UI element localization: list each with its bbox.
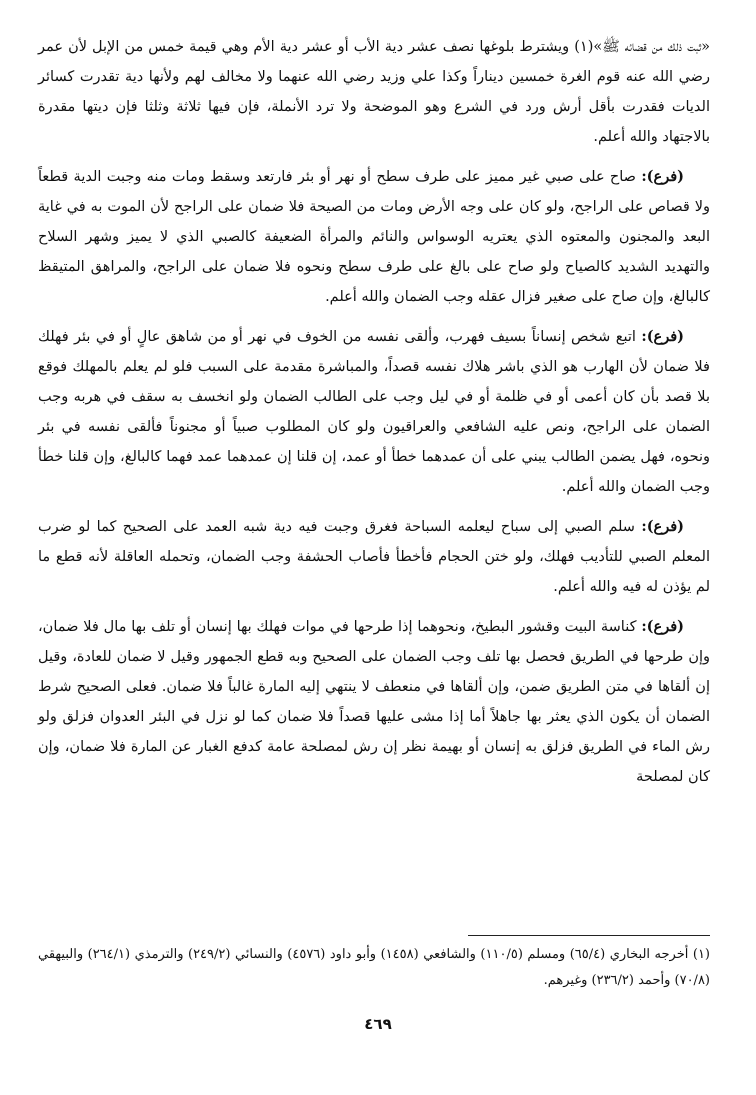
page-number: ٤٦٩ (364, 1015, 392, 1033)
paragraph-swimming (38, 512, 710, 602)
paragraph-text: «ثبت ذلك من قضائه ﷺ»(١) ويشترط بلوغها نصف عشر دية الأب أو عشر دية الأم وهي قيمة خمس من الإبل لأن عمر رضي الله عنه قوم الغرة خمسين ديناراً وكذا علي وزيد رضي الله عنهما ولا مخالف لهم ولأنها دية تقدرت كسائر الديات فقدرت بأقل أرش ورد في الشرع وهو الموضحة ولا ترد الأنملة، فإن فيها ثلاثة وثلثا فإن ديتها مقدرة بالاجتهاد والله أعلم. (38, 39, 711, 145)
paragraph-text: اتبع شخص إنساناً بسيف فهرب، وألقى نفسه من الخوف في نهر أو من شاهق عالٍ أو في بئر فهلك فلا ضمان لأن الهارب هو الذي باشر هلاك نفسه قصداً، والمباشرة مقدمة على السبب فلو لم يعلم بالمهلك فوقع بلا قصد بأن كان أعمى أو في ظلمة أو في ليل وجب على الطالب الضمان ولو انخسف به سقف في هربه وجب الضمان على الراجح، ونص عليه الشافعي والعراقيون ولو كان المطلوب صبياً أو مجنوناً فألقى نفسه في بئر ونحوه، فهل يضمن الطالب يبني على أن عمدهما خطأ أو عمد، إن قلنا إن عمدهما عمد فهما كالبالغ، وإن قلنا خطأ وجب الضمان والله أعلم. (38, 329, 710, 495)
paragraph-shouting (38, 162, 710, 312)
paragraph-text: كناسة البيت وقشور البطيخ، ونحوهما إذا طرحها في موات فهلك بها إنسان أو تلف بها مال فلا ضمان، وإن طرحها في الطريق فحصل بها تلف وجب الضمان على الصحيح وبه قطع الجمهور وقيل لا ضمان للعادة، وقيل إن ألقاها في متن الطريق ضمن، وإن ألقاها في منعطف لا ينتهي إليه المارة غالباً فلا ضمان. فعلى الصحيح شرط الضمان أن يكون الذي يعثر بها جاهلاً أما إذا مشى عليها قصداً فلا ضمان كما لو نزل في البئر العدوان فزلق ولو رش الماء في الطريق فزلق به إنسان أو بهيمة نظر إن رش لمصلحة عامة كدفع الغبار عن المارة فلا ضمان، وإن كان لمصلحة (38, 619, 710, 785)
paragraph-text: صاح على صبي غير مميز على طرف سطح أو نهر أو بئر فارتعد وسقط ومات منه وجبت الدية قطعاً ولا قصاص على الراجح، ولو كان على وجه الأرض ومات من الصيحة فلا ضمان على الراجح لأن الموت به في غاية البعد والمجنون والمعتوه الذي يعتريه الوسواس والنائم والمرأة الضعيفة كالصبي الذي لا يميز وشهر السلاح والتهديد الشديد كالصياح ولو صاح على بالغ على طرف سطح ونحوه فلا ضمان على الراجح، والمراهق المتيقظ كالبالغ، وإن صاح على صغير فزال عقله وجب الضمان والله أعلم. (38, 169, 710, 305)
section-label: (فرع): (641, 328, 685, 345)
paragraph-text: سلم الصبي إلى سباح ليعلمه السباحة فغرق وجبت فيه دية شبه العمد على الصحيح كما لو ضرب المعلم الصبي للتأديب فهلك، ولو ختن الحجام فأخطأ فأصاب الحشفة وجب الضمان، وتحمله العاقلة لأنه قطع ما لم يؤذن له فيه والله أعلم. (38, 519, 710, 595)
paragraph-waste (38, 612, 710, 792)
paragraph-intro (38, 32, 710, 152)
paragraph-pursuit (38, 322, 710, 502)
footnote-divider (468, 935, 710, 936)
section-label: (فرع): (641, 618, 684, 635)
section-label: (فرع): (641, 518, 685, 535)
main-text (38, 32, 710, 802)
footnotes (38, 942, 710, 994)
footnote: (١) أخرجه البخاري (٦٥/٤) ومسلم (١١٠/٥) والشافعي (١٤٥٨) وأبو داود (٤٥٧٦) والنسائي (٢٤٩/٢) والترمذي (٢٦٤/١) والبيهقي (٧٠/٨) وأحمد (٢٣٦/٢) وغيرهم. (38, 947, 710, 988)
section-label: (فرع): (641, 168, 684, 185)
